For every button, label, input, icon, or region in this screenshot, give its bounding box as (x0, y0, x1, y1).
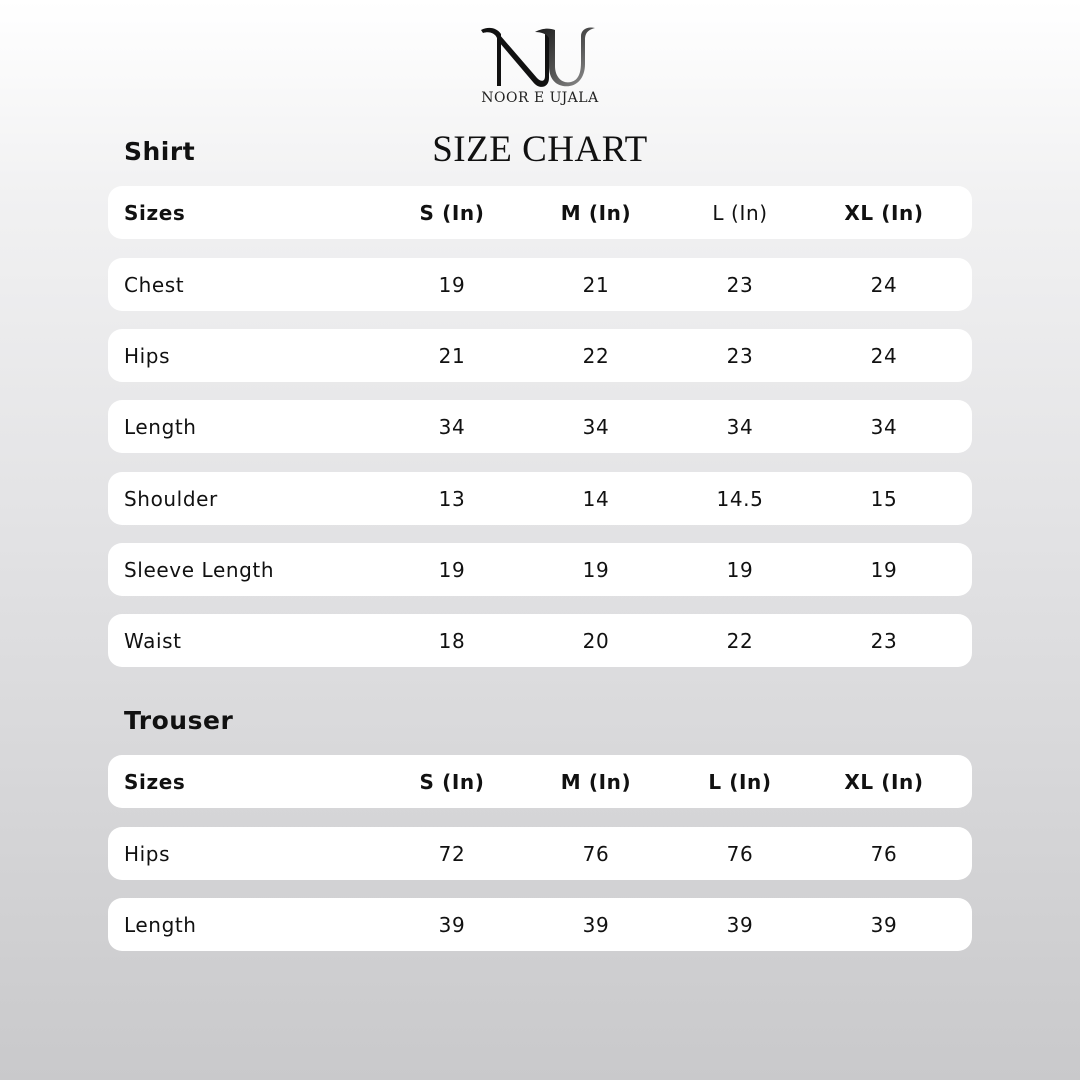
row-label: Shoulder (124, 486, 218, 511)
value-l: 14.5 (716, 486, 764, 511)
value-l: 34 (726, 414, 754, 439)
value-s: 18 (438, 628, 466, 653)
value-xl: 24 (870, 343, 898, 368)
table-row (108, 329, 972, 382)
header-size-m: M (In) (560, 769, 632, 794)
value-xl: 15 (870, 486, 898, 511)
value-l: 76 (726, 841, 754, 866)
value-xl: 24 (870, 272, 898, 297)
value-xl: 34 (870, 414, 898, 439)
value-s: 19 (438, 272, 466, 297)
value-s: 21 (438, 343, 466, 368)
value-s: 13 (438, 486, 466, 511)
header-size-xl: XL (In) (844, 200, 924, 225)
brand-logo (0, 22, 1080, 106)
table-row (108, 543, 972, 596)
value-l: 39 (726, 912, 754, 937)
value-l: 23 (726, 343, 754, 368)
header-size-s: S (In) (419, 200, 485, 225)
value-l: 22 (726, 628, 754, 653)
table-row (108, 400, 972, 453)
nu-monogram-icon (475, 22, 605, 92)
value-s: 19 (438, 557, 466, 582)
trouser-section-title: Trouser (124, 706, 234, 735)
value-m: 20 (582, 628, 610, 653)
row-label: Waist (124, 628, 182, 653)
table-row (108, 827, 972, 880)
table-row (108, 898, 972, 951)
header-size-m: M (In) (560, 200, 632, 225)
value-l: 23 (726, 272, 754, 297)
header-size-xl: XL (In) (844, 769, 924, 794)
header-sizes-label: Sizes (124, 200, 186, 225)
row-label: Length (124, 912, 197, 937)
value-s: 39 (438, 912, 466, 937)
header-size-s: S (In) (419, 769, 485, 794)
row-label: Hips (124, 343, 171, 368)
row-label: Hips (124, 841, 171, 866)
value-m: 19 (582, 557, 610, 582)
value-m: 39 (582, 912, 610, 937)
page-title: SIZE CHART (432, 129, 648, 170)
header-sizes-label: Sizes (124, 769, 186, 794)
table-row (108, 472, 972, 525)
value-m: 34 (582, 414, 610, 439)
brand-name: NOOR E UJALA (481, 90, 599, 106)
value-s: 34 (438, 414, 466, 439)
value-xl: 76 (870, 841, 898, 866)
value-m: 21 (582, 272, 610, 297)
value-xl: 39 (870, 912, 898, 937)
trouser-header-row (108, 755, 972, 808)
shirt-section-title: Shirt (124, 137, 196, 166)
value-xl: 23 (870, 628, 898, 653)
value-s: 72 (438, 841, 466, 866)
value-m: 22 (582, 343, 610, 368)
header-size-l: L (In) (712, 200, 768, 225)
table-row (108, 614, 972, 667)
value-m: 76 (582, 841, 610, 866)
value-m: 14 (582, 486, 610, 511)
shirt-header-row (108, 186, 972, 239)
row-label: Length (124, 414, 197, 439)
table-row (108, 258, 972, 311)
value-xl: 19 (870, 557, 898, 582)
header-size-l: L (In) (708, 769, 772, 794)
value-l: 19 (726, 557, 754, 582)
row-label: Chest (124, 272, 185, 297)
row-label: Sleeve Length (124, 557, 275, 582)
